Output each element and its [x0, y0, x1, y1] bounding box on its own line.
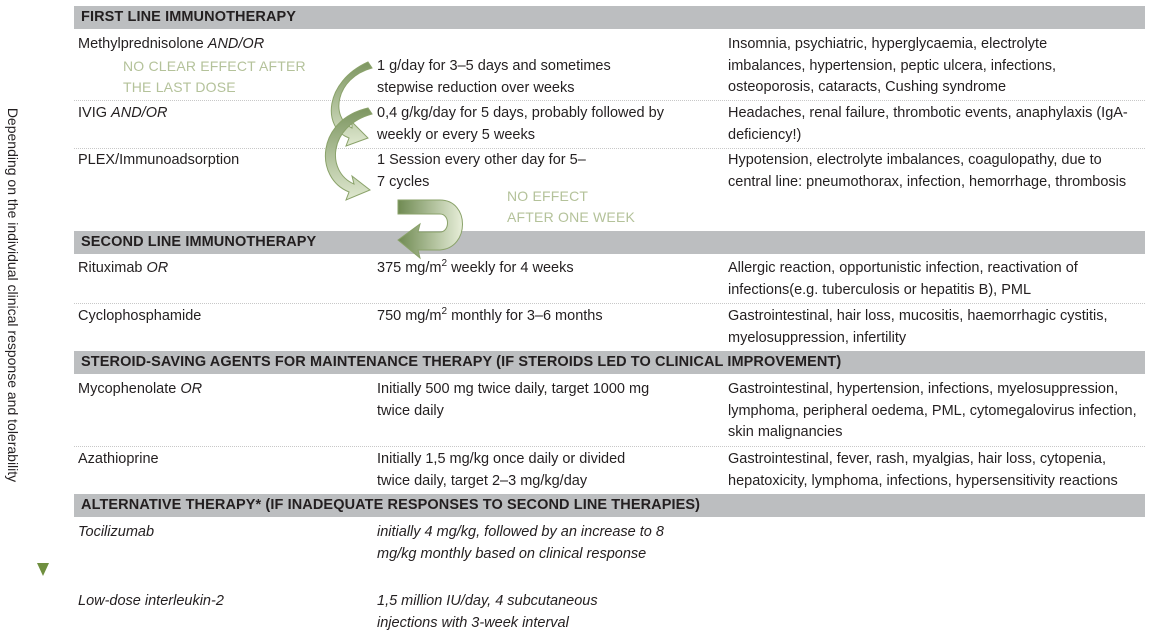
effects-ivig: Headaches, renal failure, thrombotic events, anaphylaxis (IgA-deficiency!)	[728, 105, 1128, 143]
effects-methylprednisolone: Insomnia, psychiatric, hyperglycaemia, electrolyte imbalances, hypertension, peptic ulcera, infections, osteoporosis, cataracts, Cushing syndrome	[728, 36, 1057, 95]
drug-methylprednisolone: Methylprednisolone AND/OR	[78, 36, 265, 52]
steroid-saving-header: STEROID-SAVING AGENTS FOR MAINTENANCE THERAPY (IF STEROIDS LED TO CLINICAL IMPROVEMENT)	[74, 351, 1145, 374]
dose-tocilizumab: initially 4 mg/kg, followed by an increase to 8 mg/kg monthly based on clinical response	[377, 524, 664, 562]
row-separator	[74, 100, 1145, 101]
drug-cyclophosphamide: Cyclophosphamide	[78, 308, 202, 324]
effects-plex: Hypotension, electrolyte imbalances, coagulopathy, due to central line: pneumothorax, infection, hemorrhage, thrombosis	[728, 152, 1127, 190]
drug-ivig: IVIG AND/OR	[78, 105, 168, 121]
effects-mycophenolate: Gastrointestinal, hypertension, infections, myelosuppression, lymphoma, peripheral oedema, PML, cytomegalovirus infection, skin malignancies	[728, 381, 1137, 440]
note-no-clear-effect: NO CLEAR EFFECT AFTER THE LAST DOSE	[123, 58, 306, 95]
dose-low-dose-il2: 1,5 million IU/day, 4 subcutaneous injections with 3-week interval	[377, 593, 598, 631]
drug-rituximab: Rituximab OR	[78, 260, 169, 276]
drug-plex: PLEX/Immunoadsorption	[78, 152, 240, 168]
row-separator	[74, 446, 1145, 447]
dose-azathioprine: Initially 1,5 mg/kg once daily or divided twice daily, target 2–3 mg/kg/day	[377, 451, 626, 489]
timeline-down-arrow	[33, 10, 53, 580]
drug-low-dose-il2: Low-dose interleukin-2	[78, 593, 224, 609]
row-separator	[74, 303, 1145, 304]
second-line-header: SECOND LINE IMMUNOTHERAPY	[74, 231, 1145, 254]
alternative-therapy-header: ALTERNATIVE THERAPY* (IF INADEQUATE RESPONSES TO SECOND LINE THERAPIES)	[74, 494, 1145, 517]
row-separator	[74, 148, 1145, 149]
side-axis-label-text: Depending on the individual clinical response and tolerability	[5, 107, 21, 483]
dose-plex: 1 Session every other day for 5–7 cycles	[377, 152, 586, 190]
drug-azathioprine: Azathioprine	[78, 451, 159, 467]
dose-ivig: 0,4 g/kg/day for 5 days, probably followed by weekly or every 5 weeks	[377, 105, 664, 143]
effects-azathioprine: Gastrointestinal, fever, rash, myalgias, hair loss, cytopenia, hepatoxicity, lymphoma, infections, hypersensitivity reactions	[728, 451, 1118, 489]
dose-rituximab: 375 $mg/m^2$ weekly for 4 weeks	[377, 258, 574, 276]
dose-mycophenolate: Initially 500 mg twice daily, target 1000 mg twice daily	[377, 381, 650, 419]
effects-cyclophosphamide: Gastrointestinal, hair loss, mucositis, haemorrhagic cystitis, myelosuppression, infertility	[728, 308, 1108, 346]
drug-mycophenolate: Mycophenolate OR	[78, 381, 203, 397]
first-line-header: FIRST LINE IMMUNOTHERAPY	[74, 6, 1145, 29]
effects-rituximab: Allergic reaction, opportunistic infection, reactivation of infections(e.g. tuberculosis or hepatitis B), PML	[728, 260, 1078, 298]
note-no-effect-week: NO EFFECT AFTER ONE WEEK	[507, 188, 636, 225]
dose-cyclophosphamide: 750 $mg/m^2$ monthly for 3–6 months	[377, 306, 603, 324]
side-axis-label	[3, 40, 23, 550]
drug-tocilizumab: Tocilizumab	[78, 524, 155, 540]
dose-methylprednisolone: 1 g/day for 3–5 days and sometimes stepwise reduction over weeks	[377, 58, 611, 96]
